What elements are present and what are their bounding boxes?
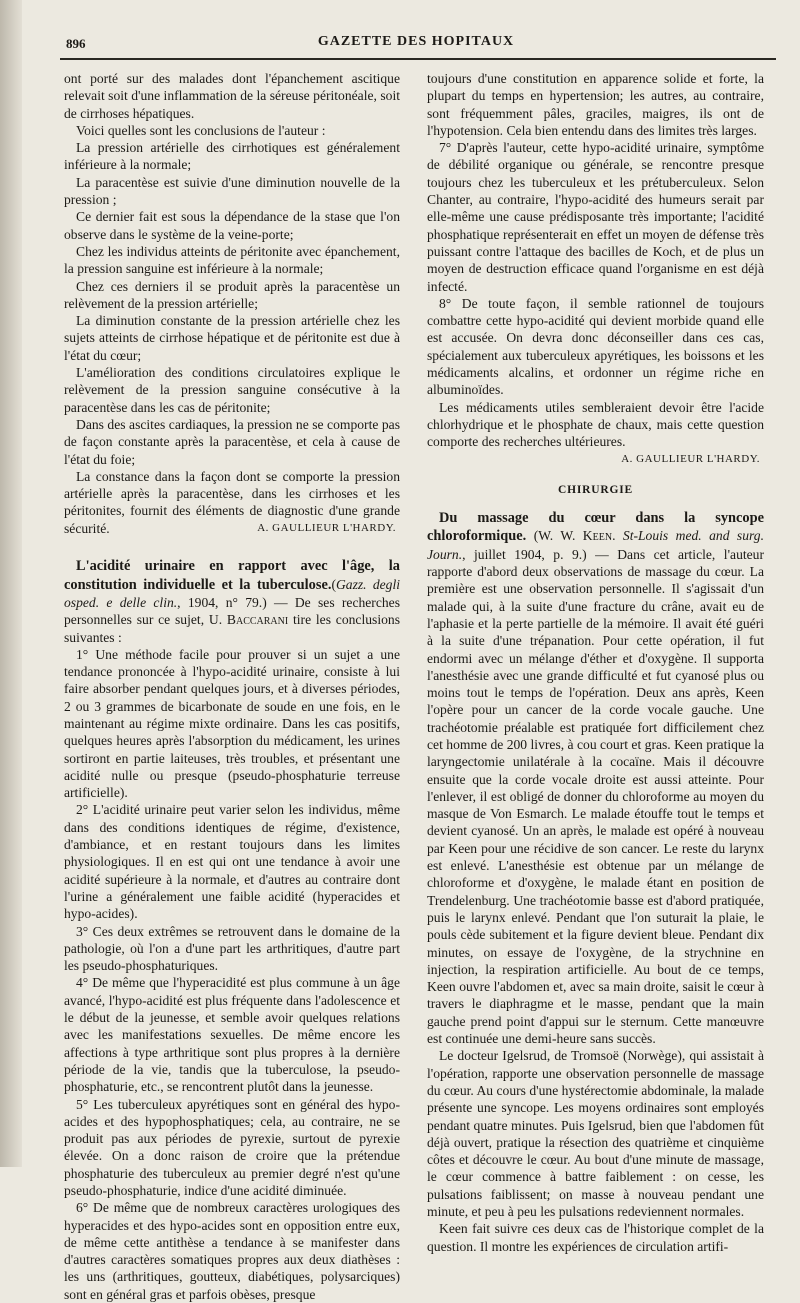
citation-open: (W. W. [526, 528, 583, 544]
paragraph: Dans des ascites cardiaques, la pression ne se comporte pas de façon constante après la paracentèse, et cela à cause de l'état du foie; [64, 416, 400, 467]
citation-sep: . [612, 528, 623, 544]
paragraph: Voici quelles sont les conclusions de l'auteur : [76, 122, 326, 138]
article-lead [427, 509, 764, 1047]
paragraph: L'amélioration des conditions circulatoires explique le relèvement de la pression sanguine consécutive à la paracentèse dans les cas de péritonite; [64, 365, 400, 415]
article-lead [64, 557, 400, 645]
page-header [60, 30, 772, 56]
paragraph: Ce dernier fait est sous la dépendance de la stase que l'on observe dans le système de la veine-porte; [64, 209, 400, 242]
paragraph: Chez les individus atteints de péritonite avec épanchement, la pression sanguine est inférieure à la normale; [64, 243, 400, 277]
section-heading: CHIRURGIE [558, 483, 633, 496]
left-column [64, 70, 400, 1303]
conclusion-item: 8° De toute façon, il semble rationnel de toujours combattre cette hypo-acidité qui devient morbide quand elle est accusée. On devra donc déconseiller dans ces cas, spécialement aux tuberculeux apyrétiques, les boissons et les médicaments alcalins, et ordonner un régime riche en albuminoïdes. [427, 295, 764, 398]
conclusion-item: 3° Ces deux extrêmes se retrouvent dans le domaine de la pathologie, où l'on a d'une part les arthritiques, d'autre part les pseudo-phosphaturiques. [64, 923, 400, 974]
paragraph: Les médicaments utiles sembleraient devoir être l'acide chlorhydrique et le phosphate de chaux, mais cette question comporte des recherches ultérieures. [427, 399, 764, 450]
paragraph: La diminution constante de la pression artérielle chez les sujets atteints de cirrhose hépatique et de péritonite est due à l'état du cœur; [64, 313, 400, 363]
conclusion-item: 6° De même que de nombreux caractères urologiques des hyperacides et des hypo-acides sont en opposition entre eux, de même cette antithèse a tendance à se manifester dans d'autres caractères somatiques propres aux deux diathèses : les uns (arthritiques, goutteux, diabétiques, polysarciques) sont en général gras et parfois obèses, presque [64, 1200, 400, 1302]
conclusion-item: 5° Les tuberculeux apyrétiques sont en général des hypo-acides et des hypophosphatiques; cela, au contraire, ne se produit pas aux périodes de pyrexie, surtout de pyrexie élevée. On a donc raison de croire que la prétendue phosphaturie des tuberculeux au premier degré n'est qu'une pseudo-phosphaturie, indice d'une acidité diminuée. [64, 1096, 400, 1198]
running-title: GAZETTE DES HOPITAUX [317, 34, 515, 49]
article-body: , juillet 1904, p. 9.) — Dans cet article, l'auteur rapporte d'abord deux observations de massage du cœur. La première est une observation personnelle. Il s'agissait d'un malade qui, à la suite d'une fracture du crâne, avait eu de l'aphasie et la perte partielle de la mémoire. Il avait été guéri à la suite d'une trépanation. Pour cette opération, il fut endormi avec un mélange d'éther et d'oxygène. Il supporta l'anesthésie avec une grande difficulté et fut cyanosé plus ou moins tout le temps de l'opération. Deux ans après, Keen l'opère pour un cancer de la corde vocale gauche. Une trachéotomie préalable est pratiquée fort difficilement chez cet homme de 200 livres, à cou court et gras. Keen pratique la laryngectomie unilatérale à la cocaïne. Mais il découvre ensuite que la corde vocale droite est aussi atteinte. Pour l'enlever, il est obligé de donner du chloroforme au moyen du masque de Von Esmarch. Le malade étouffe tout le temps et devient cyanosé. Un an après, le malade est opéré à nouveau par Keen pour une récidive de son cancer. Le reste du larynx est enlevé. L'anesthésie est obtenue par un mélange de chloroforme et d'oxygène, le malade étant en position de Trendelenburg. Une trachéotomie basse est d'abord pratiquée, puis le larynx enlevé. Pendant que l'on suturait la plaie, le pouls cède subitement et la figure devient bleue. Pendant dix minutes, on essaye de l'oxygène, de la strychnine en injection, la respiration artificielle. Au bout de ce temps, Keen ouvre l'abdomen et, avec sa main droite, saisit le cœur à travers le diaphragme et le masse, pendant que la main gauche prend point d'appui sur le sternum. Cette manœuvre est continuée une demi-heure sans succès. [427, 546, 764, 1047]
paragraph: La paracentèse est suivie d'une diminution nouvelle de la pression ; [64, 174, 400, 208]
paragraph: Chez ces derniers il se produit après la paracentèse un relèvement de la pression artérielle; [64, 278, 400, 311]
author-name: Baccarani [226, 612, 289, 628]
paragraph: ont porté sur des malades dont l'épanchement ascitique relevait soit d'une inflammation de la séreuse péritonéale, soit de cirrhoses hépatiques. [64, 71, 400, 121]
journal-name: Gazz. degli osped. e delle clin. [64, 576, 401, 610]
conclusion-item: 4° De même que l'hyperacidité est plus commune à un âge avancé, l'hypo-acidité est plus fréquente dans l'adolescence et le début de la jeunesse, et semble avoir quelques relations avec les manifestations sexuelles. De même encore les affections à type arthritique sont plus propres à la dernière période de la vie, tandis que la tuberculose, la pseudo-phosphaturie, etc., se rencontrent plutôt dans la jeunesse. [64, 975, 400, 1095]
binding-gutter [0, 0, 22, 1167]
paragraph: La pression artérielle des cirrhotiques est généralement inférieure à la normale; [64, 140, 400, 173]
paragraph: La constance dans la façon dont se comporte la pression artérielle après la paracentèse, dans les cirrhoses et les péritonites, fournit des éléments de diagnostic d'une grande sécurité. [64, 468, 400, 536]
article-title: L'acidité urinaire en rapport avec l'âge, la constitution individuelle et la tuberculose. [64, 558, 400, 593]
journal-name: St-Louis med. and surg. Journ. [427, 528, 764, 562]
spacer [64, 537, 400, 557]
lead-text: tire les conclusions suivantes : [64, 612, 400, 645]
page-number: 896 [66, 36, 86, 51]
paragraph: toujours d'une constitution en apparence solide et forte, la plupart du temps en hypertension; les autres, au contraire, sont fréquemment pâles, graciles, maigres, ils ont de l'hypotension. Cela bien entendu dans des limites très larges. [427, 71, 764, 138]
conclusion-item: 2° L'acidité urinaire peut varier selon les individus, même dans des conditions identiques de régime, d'existence, d'ambiance, et en restant toujours dans les limites physiologiques. Il en est qui ont une tendance à avoir une acidité supérieure à la normale, et d'autres au contraire dont l'urine a généralement une faible acidité (hyperacides et hypo-acides). [64, 802, 400, 922]
conclusion-item: 1° Une méthode facile pour prouver si un sujet a une tendance prononcée à l'hypo-acidité urinaire, consiste à lui faire absorber pendant quelques jours, et à diverses périodes, 2 ou 3 grammes de bicarbonate de soude en une fois, en le maintenant au régime mixte ordinaire. Dans les cas positifs, quelques heures après l'absorption du médicament, les urines sortiront en partie laiteuses, très troubles, et présentant une acidité nulle ou presque (pseudo-phosphaturie terreuse artificielle). [64, 646, 400, 801]
author-signature: A. GAULLIEUR L'HARDY. [621, 452, 760, 465]
citation-open: ( [331, 576, 336, 592]
header-rule [60, 58, 776, 60]
paragraph: Le docteur Igelsrud, de Tromsoë (Norwège), qui assistait à l'opération, rapporte une observation personnelle de massage du cœur. Au cours d'une hystérectomie abdominale, la malade présente une syncope. Les moyens ordinaires sont employés pendant quatre minutes. Puis Igelsrud, bien que l'abdomen fût déjà ouvert, pratique la résection des quatrième et cinquième côtes et découvre le cœur. Au bout d'une minute de massage, le cœur commence à battre faiblement : on cesse, les pulsations faiblissent; on masse à nouveau pendant une minute, et peu à peu les pulsations redeviennent normales. [427, 1048, 764, 1219]
article-title: Du massage du cœur dans la syncope chloroformique. [427, 510, 764, 545]
right-column [427, 70, 764, 1255]
conclusion-item: 7° D'après l'auteur, cette hypo-acidité urinaire, symptôme de débilité organique ou générale, se rencontre presque toujours chez les tuberculeux et les prétuberculeux. Selon Chanter, au contraire, l'hypo-acidité des humeurs serait par elle-même une cause prédisposante très importante; l'acidité phosphatique représenterait en effet un moyen de défense très puissant contre l'attaque des bacilles de Koch, et de plus un moyen de destruction efficace quand l'organisme en est déjà infecté. [427, 140, 764, 294]
paragraph: Keen fait suivre ces deux cas de l'historique complet de la question. Il montre les expériences de circulation artifi- [427, 1221, 764, 1254]
author-name: Keen [582, 528, 613, 544]
citation-text: , 1904, n° 79.) — De ses recherches personnelles sur ce sujet, U. [64, 594, 400, 628]
author-signature: A. GAULLIEUR L'HARDY. [257, 522, 396, 535]
